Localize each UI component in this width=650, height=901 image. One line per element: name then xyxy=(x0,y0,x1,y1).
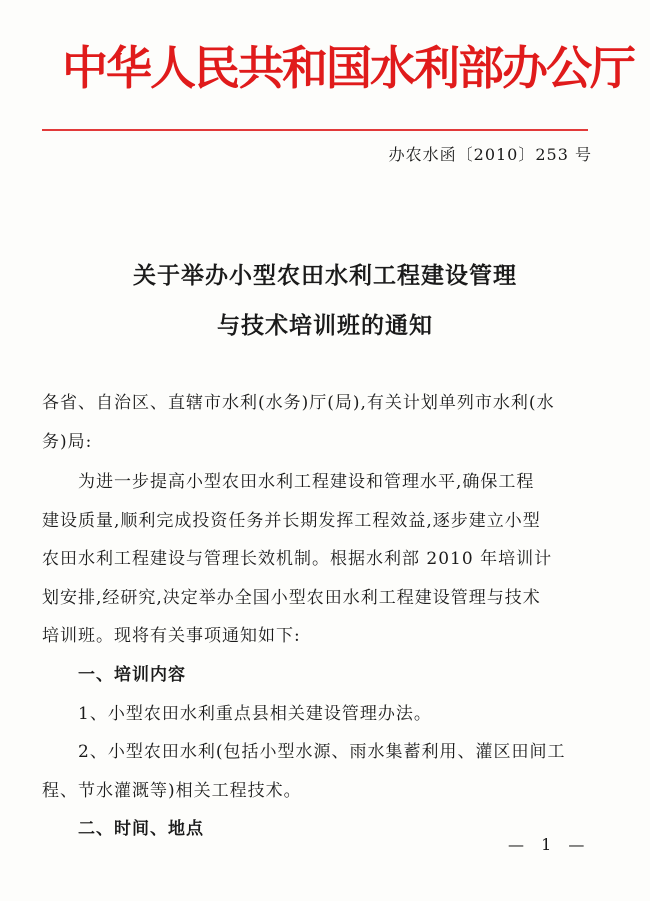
section-2-heading: 二、时间、地点 xyxy=(78,819,204,839)
paragraph-1-line-5: 培训班。现将有关事项通知如下: xyxy=(42,626,301,646)
document-number: 办农水函〔2010〕253 号 xyxy=(388,145,592,164)
item-2-line-1: 2、小型农田水利(包括小型水源、雨水集蓄利用、灌区田间工 xyxy=(78,742,566,762)
letterhead-org-name: 中华人民共和国水利部办公厅 xyxy=(62,41,634,95)
addressee-line-2: 务)局: xyxy=(42,432,93,452)
document-title-line-1: 关于举办小型农田水利工程建设管理 xyxy=(133,263,517,289)
paragraph-1-line-4: 划安排,经研究,决定举办全国小型农田水利工程建设管理与技术 xyxy=(42,588,541,608)
document-title-line-2: 与技术培训班的通知 xyxy=(217,313,433,339)
paragraph-1-line-2: 建设质量,顺利完成投资任务并长期发挥工程效益,逐步建立小型 xyxy=(42,511,541,531)
section-1-heading: 一、培训内容 xyxy=(78,665,186,685)
paragraph-1-line-3: 农田水利工程建设与管理长效机制。根据水利部 2010 年培训计 xyxy=(42,549,553,569)
paragraph-1-line-1: 为进一步提高小型农田水利工程建设和管理水平,确保工程 xyxy=(78,472,535,492)
letterhead-red-rule xyxy=(42,129,588,131)
page-number: — 1 — xyxy=(508,835,591,854)
addressee-line-1: 各省、自治区、直辖市水利(水务)厅(局),有关计划单列市水利(水 xyxy=(42,393,555,413)
item-1: 1、小型农田水利重点县相关建设管理办法。 xyxy=(78,704,432,724)
item-2-line-2: 程、节水灌溉等)相关工程技术。 xyxy=(42,781,302,801)
